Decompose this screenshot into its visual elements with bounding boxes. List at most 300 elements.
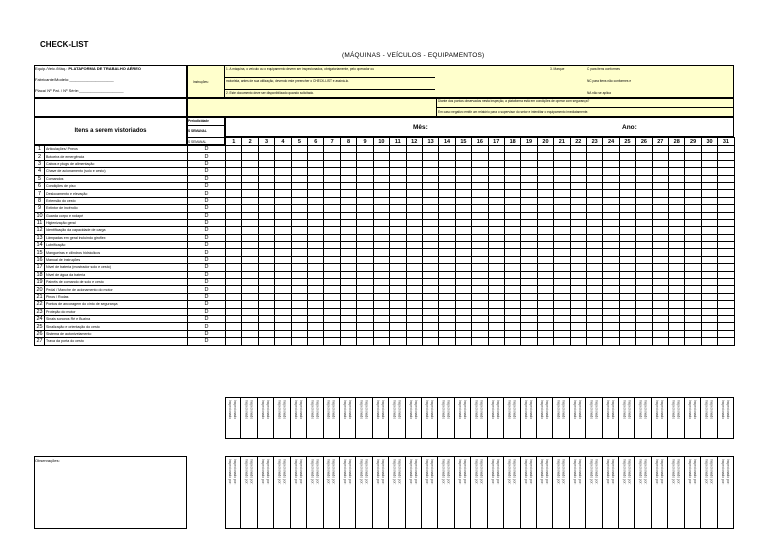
check-cell[interactable]: [357, 175, 373, 182]
check-cell[interactable]: [422, 234, 438, 241]
check-cell[interactable]: [554, 271, 570, 278]
check-cell[interactable]: [275, 227, 291, 234]
signature-cell[interactable]: [422, 397, 438, 439]
check-cell[interactable]: [455, 153, 471, 160]
check-cell[interactable]: [275, 293, 291, 300]
check-cell[interactable]: [636, 212, 652, 219]
check-cell[interactable]: [652, 212, 668, 219]
check-cell[interactable]: [554, 338, 570, 345]
check-cell[interactable]: [258, 160, 274, 167]
check-cell[interactable]: [357, 212, 373, 219]
check-cell[interactable]: [652, 234, 668, 241]
check-cell[interactable]: [537, 190, 553, 197]
check-cell[interactable]: [718, 330, 734, 337]
check-cell[interactable]: [258, 308, 274, 315]
check-cell[interactable]: [275, 330, 291, 337]
check-cell[interactable]: [373, 212, 389, 219]
check-cell[interactable]: [324, 308, 340, 315]
check-cell[interactable]: [472, 146, 488, 153]
check-cell[interactable]: [603, 308, 619, 315]
check-cell[interactable]: [521, 338, 537, 345]
check-cell[interactable]: [275, 160, 291, 167]
check-cell[interactable]: [455, 330, 471, 337]
check-cell[interactable]: [570, 175, 586, 182]
check-cell[interactable]: [373, 160, 389, 167]
check-cell[interactable]: [258, 301, 274, 308]
check-cell[interactable]: [324, 338, 340, 345]
check-cell[interactable]: [340, 315, 356, 322]
check-cell[interactable]: [455, 219, 471, 226]
check-cell[interactable]: [586, 190, 602, 197]
check-cell[interactable]: [488, 256, 504, 263]
check-cell[interactable]: [701, 234, 717, 241]
check-cell[interactable]: [636, 190, 652, 197]
check-cell[interactable]: [521, 242, 537, 249]
check-cell[interactable]: [308, 234, 324, 241]
check-cell[interactable]: [406, 219, 422, 226]
check-cell[interactable]: [258, 146, 274, 153]
check-cell[interactable]: [636, 301, 652, 308]
check-cell[interactable]: [669, 271, 685, 278]
signature-cell[interactable]: [389, 397, 405, 439]
check-cell[interactable]: [340, 212, 356, 219]
check-cell[interactable]: [504, 315, 520, 322]
check-cell[interactable]: [701, 146, 717, 153]
check-cell[interactable]: [422, 264, 438, 271]
check-cell[interactable]: [373, 168, 389, 175]
check-cell[interactable]: [488, 153, 504, 160]
signature-cell[interactable]: [258, 397, 274, 439]
check-cell[interactable]: [685, 286, 701, 293]
check-cell[interactable]: [406, 279, 422, 286]
check-cell[interactable]: [439, 315, 455, 322]
check-cell[interactable]: [603, 160, 619, 167]
check-cell[interactable]: [701, 279, 717, 286]
check-cell[interactable]: [373, 205, 389, 212]
check-cell[interactable]: [488, 234, 504, 241]
check-cell[interactable]: [570, 227, 586, 234]
check-cell[interactable]: [537, 256, 553, 263]
check-cell[interactable]: [242, 160, 258, 167]
check-cell[interactable]: [521, 175, 537, 182]
check-cell[interactable]: [701, 315, 717, 322]
signature-cell[interactable]: [652, 456, 668, 529]
check-cell[interactable]: [619, 249, 635, 256]
signature-cell[interactable]: [406, 397, 422, 439]
check-cell[interactable]: [357, 182, 373, 189]
check-cell[interactable]: [669, 168, 685, 175]
check-cell[interactable]: [406, 182, 422, 189]
check-cell[interactable]: [537, 279, 553, 286]
check-cell[interactable]: [537, 338, 553, 345]
check-cell[interactable]: [324, 234, 340, 241]
check-cell[interactable]: [718, 182, 734, 189]
signature-cell[interactable]: [635, 397, 651, 439]
check-cell[interactable]: [603, 175, 619, 182]
check-cell[interactable]: [390, 175, 406, 182]
check-cell[interactable]: [291, 160, 307, 167]
check-cell[interactable]: [226, 279, 242, 286]
check-cell[interactable]: [636, 205, 652, 212]
check-cell[interactable]: [537, 249, 553, 256]
check-cell[interactable]: [242, 234, 258, 241]
check-cell[interactable]: [308, 242, 324, 249]
check-cell[interactable]: [439, 146, 455, 153]
check-cell[interactable]: [422, 242, 438, 249]
check-cell[interactable]: [652, 338, 668, 345]
check-cell[interactable]: [537, 315, 553, 322]
check-cell[interactable]: [669, 219, 685, 226]
check-cell[interactable]: [521, 323, 537, 330]
check-cell[interactable]: [373, 323, 389, 330]
signature-cell[interactable]: [586, 397, 602, 439]
signature-cell[interactable]: [274, 456, 290, 529]
check-cell[interactable]: [652, 168, 668, 175]
signature-cell[interactable]: [553, 397, 569, 439]
check-cell[interactable]: [439, 279, 455, 286]
check-cell[interactable]: [291, 242, 307, 249]
check-cell[interactable]: [422, 182, 438, 189]
signature-cell[interactable]: [570, 456, 586, 529]
check-cell[interactable]: [275, 146, 291, 153]
check-cell[interactable]: [586, 256, 602, 263]
check-cell[interactable]: [652, 197, 668, 204]
check-cell[interactable]: [406, 234, 422, 241]
check-cell[interactable]: [669, 182, 685, 189]
check-cell[interactable]: [472, 279, 488, 286]
check-cell[interactable]: [340, 153, 356, 160]
signature-cell[interactable]: [718, 397, 734, 439]
check-cell[interactable]: [406, 212, 422, 219]
check-cell[interactable]: [291, 279, 307, 286]
check-cell[interactable]: [472, 234, 488, 241]
check-cell[interactable]: [586, 286, 602, 293]
check-cell[interactable]: [422, 279, 438, 286]
check-cell[interactable]: [669, 256, 685, 263]
check-cell[interactable]: [554, 182, 570, 189]
check-cell[interactable]: [537, 182, 553, 189]
signature-cell[interactable]: [241, 397, 257, 439]
check-cell[interactable]: [570, 256, 586, 263]
check-cell[interactable]: [258, 286, 274, 293]
check-cell[interactable]: [636, 219, 652, 226]
check-cell[interactable]: [685, 293, 701, 300]
check-cell[interactable]: [603, 234, 619, 241]
check-cell[interactable]: [554, 168, 570, 175]
check-cell[interactable]: [488, 205, 504, 212]
check-cell[interactable]: [226, 330, 242, 337]
check-cell[interactable]: [652, 315, 668, 322]
check-cell[interactable]: [439, 212, 455, 219]
check-cell[interactable]: [669, 315, 685, 322]
check-cell[interactable]: [619, 315, 635, 322]
check-cell[interactable]: [504, 293, 520, 300]
check-cell[interactable]: [275, 256, 291, 263]
signature-cell[interactable]: [291, 397, 307, 439]
check-cell[interactable]: [308, 286, 324, 293]
check-cell[interactable]: [390, 197, 406, 204]
check-cell[interactable]: [619, 301, 635, 308]
check-cell[interactable]: [390, 323, 406, 330]
check-cell[interactable]: [324, 242, 340, 249]
check-cell[interactable]: [504, 227, 520, 234]
check-cell[interactable]: [373, 242, 389, 249]
check-cell[interactable]: [390, 190, 406, 197]
check-cell[interactable]: [340, 271, 356, 278]
signature-cell[interactable]: [438, 456, 454, 529]
check-cell[interactable]: [504, 212, 520, 219]
check-cell[interactable]: [685, 146, 701, 153]
check-cell[interactable]: [619, 234, 635, 241]
check-cell[interactable]: [652, 190, 668, 197]
check-cell[interactable]: [685, 256, 701, 263]
check-cell[interactable]: [636, 256, 652, 263]
check-cell[interactable]: [488, 315, 504, 322]
check-cell[interactable]: [669, 323, 685, 330]
check-cell[interactable]: [603, 279, 619, 286]
signature-cell[interactable]: [258, 456, 274, 529]
check-cell[interactable]: [521, 249, 537, 256]
check-cell[interactable]: [603, 330, 619, 337]
check-cell[interactable]: [472, 256, 488, 263]
check-cell[interactable]: [669, 205, 685, 212]
check-cell[interactable]: [718, 286, 734, 293]
check-cell[interactable]: [308, 146, 324, 153]
check-cell[interactable]: [570, 153, 586, 160]
check-cell[interactable]: [603, 227, 619, 234]
check-cell[interactable]: [422, 330, 438, 337]
check-cell[interactable]: [226, 242, 242, 249]
check-cell[interactable]: [652, 301, 668, 308]
check-cell[interactable]: [718, 234, 734, 241]
check-cell[interactable]: [619, 242, 635, 249]
check-cell[interactable]: [488, 323, 504, 330]
check-cell[interactable]: [718, 264, 734, 271]
check-cell[interactable]: [636, 227, 652, 234]
check-cell[interactable]: [324, 249, 340, 256]
check-cell[interactable]: [685, 182, 701, 189]
check-cell[interactable]: [619, 293, 635, 300]
check-cell[interactable]: [406, 256, 422, 263]
check-cell[interactable]: [390, 249, 406, 256]
check-cell[interactable]: [554, 249, 570, 256]
check-cell[interactable]: [422, 271, 438, 278]
signature-cell[interactable]: [685, 397, 701, 439]
check-cell[interactable]: [324, 146, 340, 153]
check-cell[interactable]: [652, 323, 668, 330]
check-cell[interactable]: [455, 323, 471, 330]
check-cell[interactable]: [537, 286, 553, 293]
signature-cell[interactable]: [537, 397, 553, 439]
check-cell[interactable]: [340, 330, 356, 337]
check-cell[interactable]: [718, 338, 734, 345]
check-cell[interactable]: [701, 219, 717, 226]
check-cell[interactable]: [603, 182, 619, 189]
check-cell[interactable]: [504, 197, 520, 204]
check-cell[interactable]: [422, 301, 438, 308]
check-cell[interactable]: [226, 160, 242, 167]
check-cell[interactable]: [308, 227, 324, 234]
check-cell[interactable]: [718, 175, 734, 182]
check-cell[interactable]: [390, 146, 406, 153]
check-cell[interactable]: [422, 249, 438, 256]
check-cell[interactable]: [488, 175, 504, 182]
check-cell[interactable]: [439, 168, 455, 175]
check-cell[interactable]: [603, 168, 619, 175]
check-cell[interactable]: [669, 175, 685, 182]
check-cell[interactable]: [390, 242, 406, 249]
check-cell[interactable]: [308, 205, 324, 212]
check-cell[interactable]: [619, 175, 635, 182]
check-cell[interactable]: [652, 160, 668, 167]
check-cell[interactable]: [422, 160, 438, 167]
check-cell[interactable]: [258, 338, 274, 345]
check-cell[interactable]: [258, 219, 274, 226]
check-cell[interactable]: [701, 338, 717, 345]
check-cell[interactable]: [308, 256, 324, 263]
check-cell[interactable]: [537, 212, 553, 219]
check-cell[interactable]: [406, 190, 422, 197]
check-cell[interactable]: [636, 330, 652, 337]
check-cell[interactable]: [570, 308, 586, 315]
check-cell[interactable]: [488, 308, 504, 315]
check-cell[interactable]: [373, 279, 389, 286]
check-cell[interactable]: [308, 279, 324, 286]
check-cell[interactable]: [586, 264, 602, 271]
check-cell[interactable]: [357, 227, 373, 234]
check-cell[interactable]: [455, 146, 471, 153]
check-cell[interactable]: [390, 271, 406, 278]
check-cell[interactable]: [406, 264, 422, 271]
check-cell[interactable]: [701, 175, 717, 182]
check-cell[interactable]: [242, 205, 258, 212]
check-cell[interactable]: [554, 234, 570, 241]
check-cell[interactable]: [406, 330, 422, 337]
check-cell[interactable]: [586, 293, 602, 300]
check-cell[interactable]: [406, 205, 422, 212]
signature-cell[interactable]: [406, 456, 422, 529]
check-cell[interactable]: [242, 293, 258, 300]
check-cell[interactable]: [308, 182, 324, 189]
check-cell[interactable]: [570, 249, 586, 256]
check-cell[interactable]: [701, 168, 717, 175]
check-cell[interactable]: [570, 190, 586, 197]
check-cell[interactable]: [455, 249, 471, 256]
check-cell[interactable]: [357, 315, 373, 322]
check-cell[interactable]: [390, 227, 406, 234]
check-cell[interactable]: [291, 168, 307, 175]
check-cell[interactable]: [340, 242, 356, 249]
check-cell[interactable]: [570, 234, 586, 241]
check-cell[interactable]: [537, 323, 553, 330]
check-cell[interactable]: [488, 219, 504, 226]
check-cell[interactable]: [521, 264, 537, 271]
check-cell[interactable]: [521, 219, 537, 226]
check-cell[interactable]: [521, 293, 537, 300]
check-cell[interactable]: [258, 182, 274, 189]
check-cell[interactable]: [406, 153, 422, 160]
signature-cell[interactable]: [225, 397, 241, 439]
check-cell[interactable]: [455, 271, 471, 278]
signature-cell[interactable]: [373, 456, 389, 529]
check-cell[interactable]: [636, 338, 652, 345]
check-cell[interactable]: [685, 330, 701, 337]
check-cell[interactable]: [275, 205, 291, 212]
check-cell[interactable]: [226, 249, 242, 256]
signature-cell[interactable]: [307, 397, 323, 439]
check-cell[interactable]: [373, 301, 389, 308]
check-cell[interactable]: [422, 175, 438, 182]
check-cell[interactable]: [340, 227, 356, 234]
check-cell[interactable]: [455, 212, 471, 219]
check-cell[interactable]: [357, 264, 373, 271]
check-cell[interactable]: [619, 264, 635, 271]
check-cell[interactable]: [669, 279, 685, 286]
check-cell[interactable]: [242, 168, 258, 175]
check-cell[interactable]: [258, 315, 274, 322]
check-cell[interactable]: [291, 234, 307, 241]
check-cell[interactable]: [586, 182, 602, 189]
check-cell[interactable]: [308, 160, 324, 167]
check-cell[interactable]: [685, 212, 701, 219]
check-cell[interactable]: [275, 249, 291, 256]
check-cell[interactable]: [357, 160, 373, 167]
check-cell[interactable]: [308, 301, 324, 308]
check-cell[interactable]: [291, 197, 307, 204]
check-cell[interactable]: [291, 219, 307, 226]
check-cell[interactable]: [340, 146, 356, 153]
check-cell[interactable]: [340, 264, 356, 271]
check-cell[interactable]: [422, 153, 438, 160]
check-cell[interactable]: [357, 249, 373, 256]
check-cell[interactable]: [685, 338, 701, 345]
check-cell[interactable]: [406, 227, 422, 234]
check-cell[interactable]: [718, 197, 734, 204]
check-cell[interactable]: [619, 323, 635, 330]
signature-cell[interactable]: [488, 456, 504, 529]
check-cell[interactable]: [242, 182, 258, 189]
check-cell[interactable]: [340, 182, 356, 189]
check-cell[interactable]: [669, 308, 685, 315]
check-cell[interactable]: [291, 153, 307, 160]
check-cell[interactable]: [275, 175, 291, 182]
check-cell[interactable]: [504, 330, 520, 337]
check-cell[interactable]: [422, 338, 438, 345]
check-cell[interactable]: [685, 227, 701, 234]
check-cell[interactable]: [504, 205, 520, 212]
check-cell[interactable]: [685, 175, 701, 182]
check-cell[interactable]: [373, 338, 389, 345]
check-cell[interactable]: [390, 182, 406, 189]
check-cell[interactable]: [455, 197, 471, 204]
check-cell[interactable]: [226, 153, 242, 160]
check-cell[interactable]: [439, 330, 455, 337]
check-cell[interactable]: [619, 330, 635, 337]
check-cell[interactable]: [603, 249, 619, 256]
check-cell[interactable]: [373, 330, 389, 337]
check-cell[interactable]: [308, 323, 324, 330]
check-cell[interactable]: [636, 286, 652, 293]
check-cell[interactable]: [570, 301, 586, 308]
check-cell[interactable]: [324, 271, 340, 278]
check-cell[interactable]: [554, 190, 570, 197]
check-cell[interactable]: [586, 338, 602, 345]
check-cell[interactable]: [340, 168, 356, 175]
check-cell[interactable]: [652, 271, 668, 278]
check-cell[interactable]: [226, 293, 242, 300]
check-cell[interactable]: [226, 146, 242, 153]
check-cell[interactable]: [455, 242, 471, 249]
